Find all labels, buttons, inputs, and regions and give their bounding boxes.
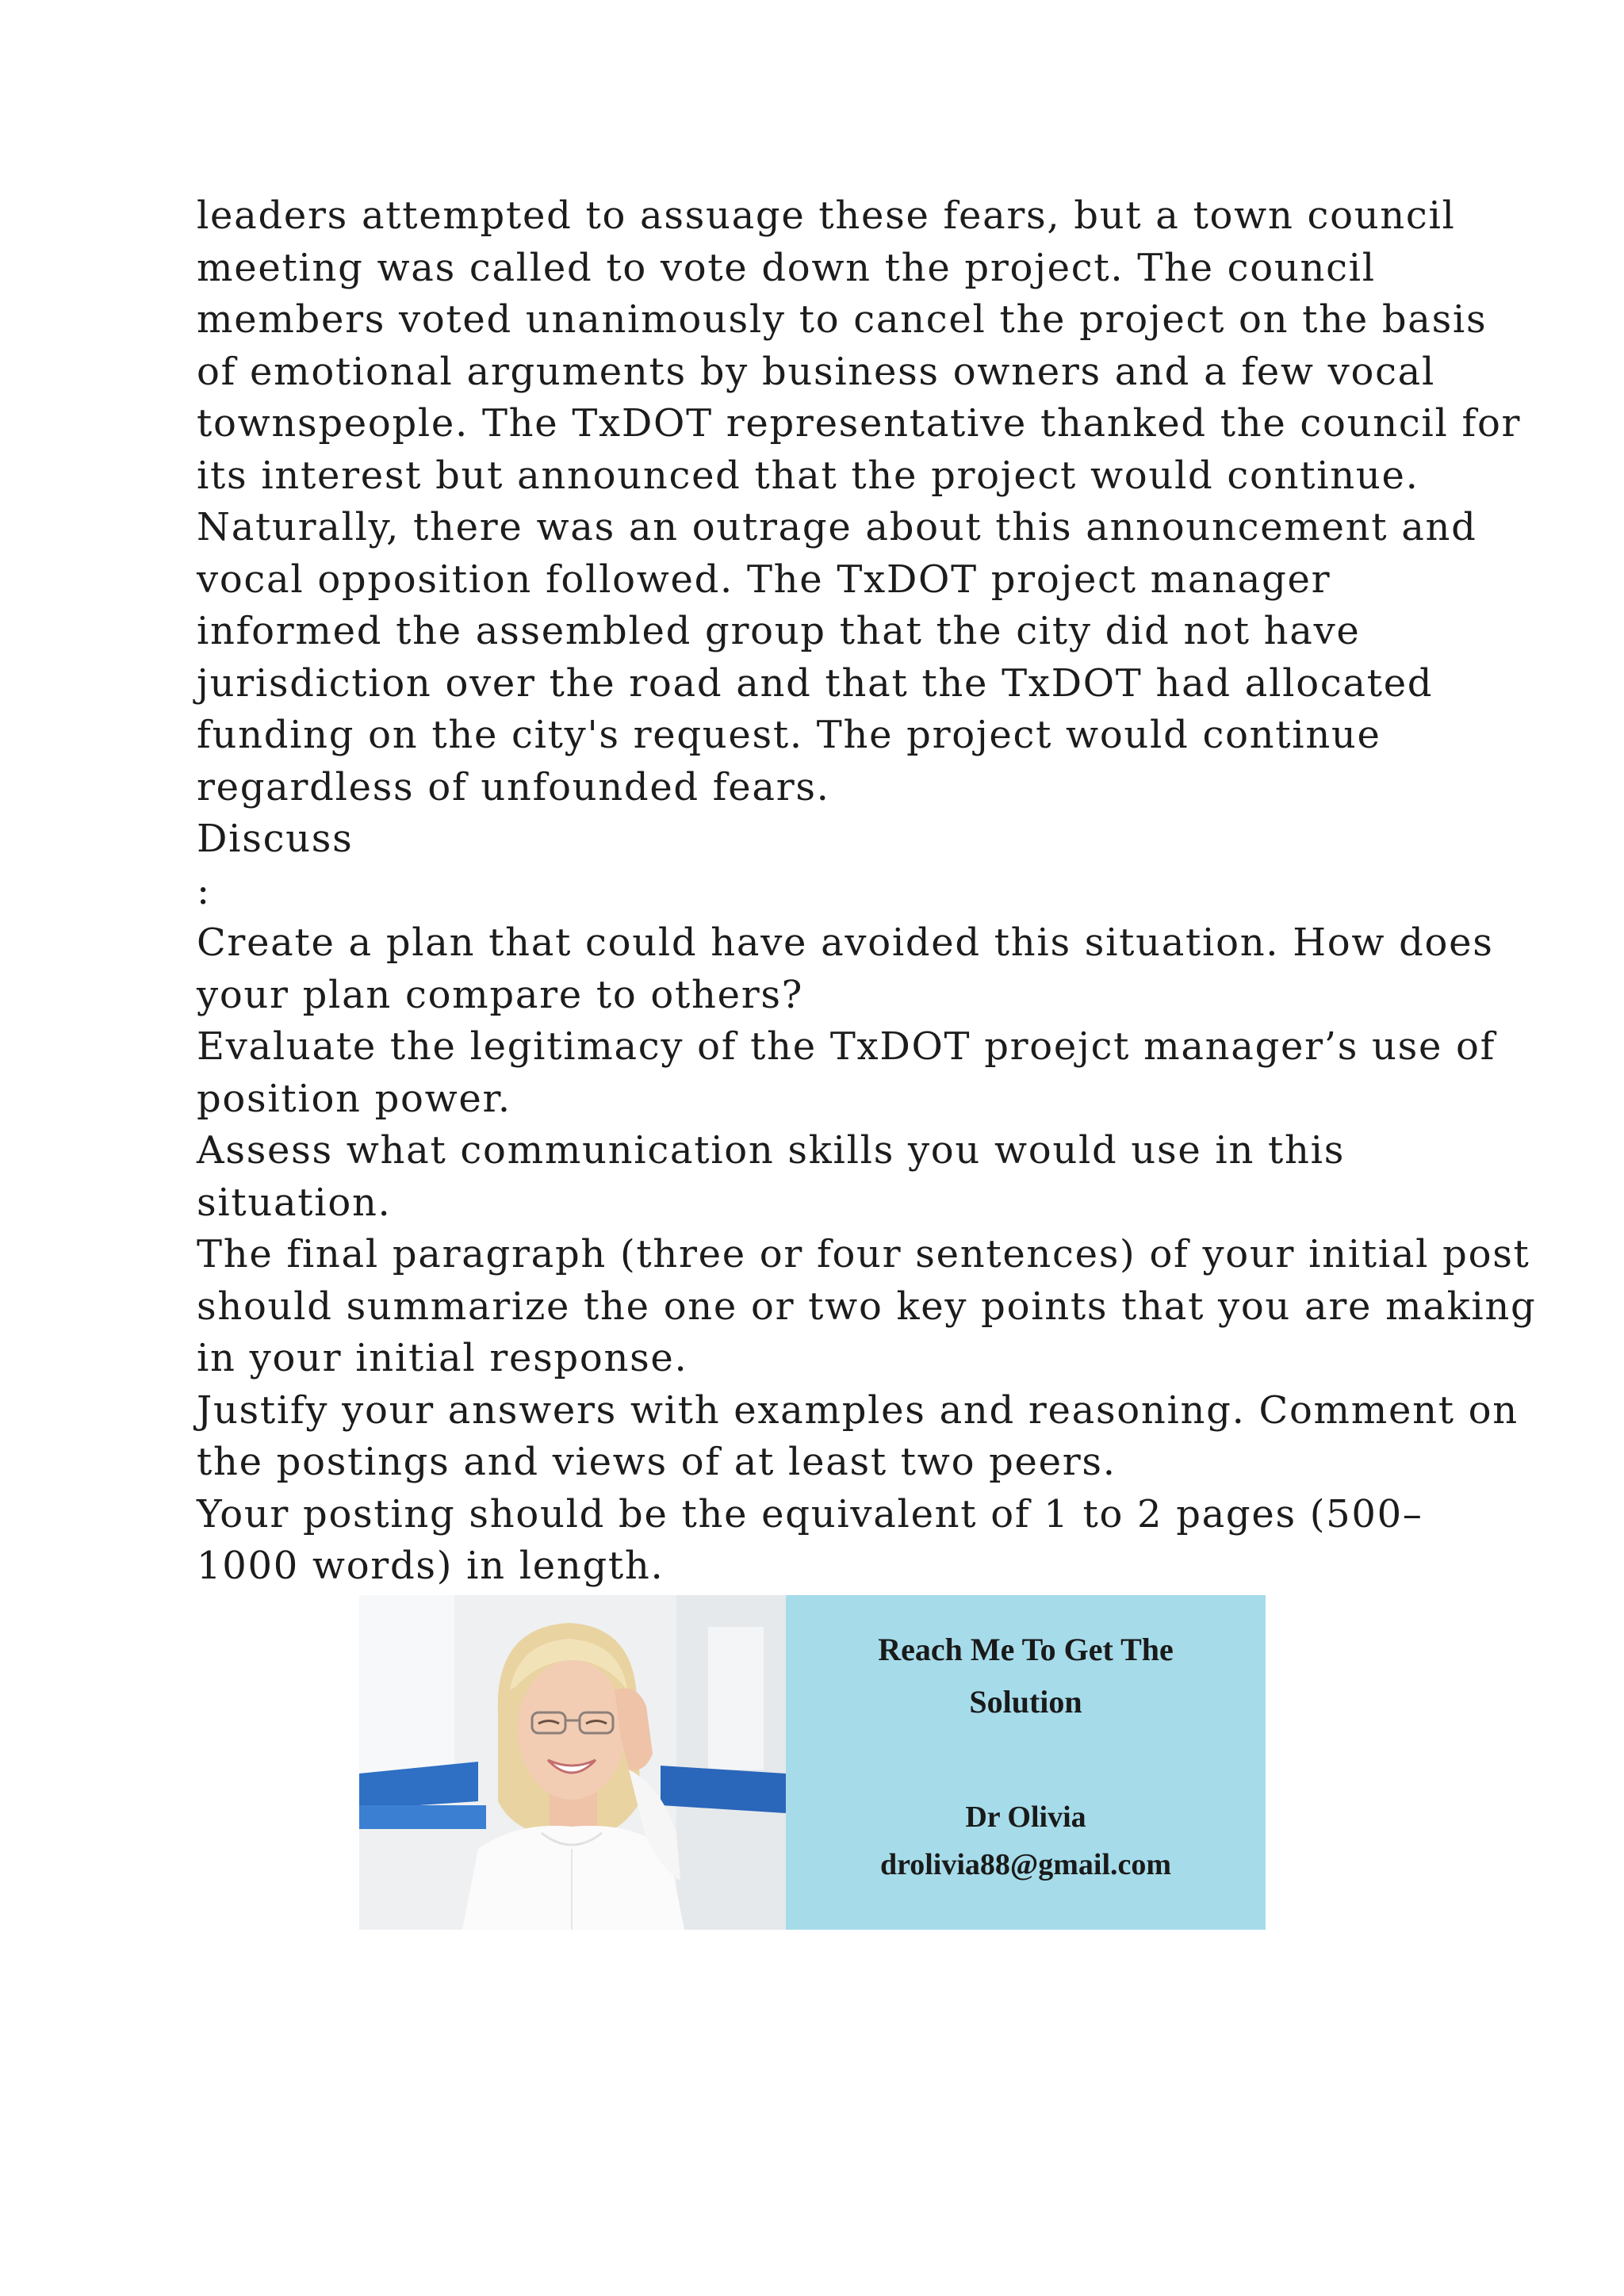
contact-details xyxy=(786,1793,1266,1888)
promo-headline-line1: Reach Me To Get The xyxy=(878,1632,1174,1667)
promo-banner xyxy=(359,1595,1266,1930)
text-line: Evaluate the legitimacy of the TxDOT proejct manager’s use of xyxy=(197,1024,1496,1069)
discuss-heading: Discuss xyxy=(197,817,354,861)
contact-name: Dr Olivia xyxy=(965,1800,1086,1834)
text-line: jurisdiction over the road and that the TxDOT had allocated xyxy=(197,660,1434,706)
text-line: situation. xyxy=(197,1180,392,1225)
text-line: leaders attempted to assuage these fears, but a town council xyxy=(197,193,1456,238)
text-line: meeting was called to vote down the project. The council xyxy=(197,245,1376,290)
contact-info-box xyxy=(786,1595,1266,1930)
text-line: Justify your answers with examples and reasoning. Comment on xyxy=(197,1387,1519,1433)
text-line: Create a plan that could have avoided this situation. How does xyxy=(197,920,1494,965)
document-body-text xyxy=(197,190,1537,1593)
text-line: informed the assembled group that the city did not have xyxy=(197,609,1361,653)
woman-portrait-illustration xyxy=(359,1595,786,1930)
text-line: Your posting should be the equivalent of 1 to 2 pages (500– xyxy=(197,1491,1423,1536)
text-line: its interest but announced that the project would continue. xyxy=(197,453,1419,498)
text-line: the postings and views of at least two peers. xyxy=(197,1440,1116,1484)
text-line: Naturally, there was an outrage about this announcement and xyxy=(197,505,1477,549)
text-line: in your initial response. xyxy=(197,1336,688,1380)
promo-headline-line2: Solution xyxy=(969,1684,1082,1720)
text-line: 1000 words) in length. xyxy=(197,1544,665,1588)
text-line: your plan compare to others? xyxy=(197,972,804,1017)
text-line: should summarize the one or two key points that you are making xyxy=(197,1284,1537,1329)
text-line: of emotional arguments by business owners and a few vocal xyxy=(197,349,1436,394)
tutor-photo xyxy=(359,1595,786,1930)
text-line: members voted unanimously to cancel the project on the basis xyxy=(197,297,1488,342)
promo-headline xyxy=(786,1624,1266,1728)
text-line: The final paragraph (three or four sentences) of your initial post xyxy=(197,1232,1530,1276)
text-line: Assess what communication skills you would use in this xyxy=(197,1128,1346,1173)
text-line: vocal opposition followed. The TxDOT project manager xyxy=(197,557,1331,602)
text-line: townspeople. The TxDOT representative thanked the council for xyxy=(197,401,1522,446)
text-line: regardless of unfounded fears. xyxy=(197,764,830,809)
text-line: position power. xyxy=(197,1076,511,1121)
discuss-colon: : xyxy=(197,868,211,913)
contact-email: drolivia88@gmail.com xyxy=(879,1848,1172,1881)
text-line: funding on the city's request. The project would continue xyxy=(197,713,1381,757)
